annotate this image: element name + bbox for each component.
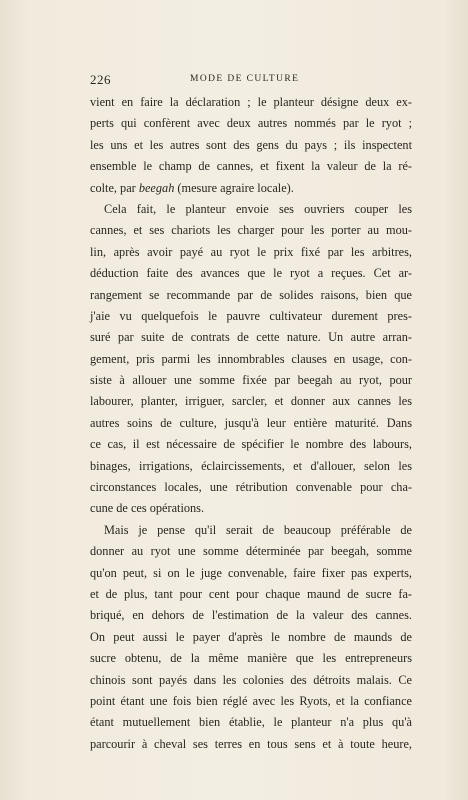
text-line: sucre obtenu, de la même manière que les entrepreneurs	[90, 651, 412, 666]
text-line: siste à allouer une somme fixée par beegah au ryot, pour	[90, 373, 412, 388]
text-line: suré par suite de contrats de cette nature. Un autre arran-	[90, 330, 412, 345]
text-line: gement, pris parmi les innombrables clauses en usage, con-	[90, 351, 412, 366]
text-line: perts qui confèrent avec deux autres nommés par le ryot ;	[90, 116, 412, 131]
text-line: Mais je pense qu'il serait de beaucoup préférable de	[104, 522, 412, 537]
text-line: déduction faite des avances que le ryot a reçues. Cet ar-	[90, 266, 412, 281]
text-line: j'aie vu quelquefois le pauvre cultivateur durement pres-	[90, 308, 412, 323]
text-line: chinois sont payés dans les colonies des détroits malais. Ce	[90, 672, 412, 687]
text-line: cannes, et ses chariots les charger pour les porter au mou-	[90, 223, 412, 238]
text-line: circonstances locales, une rétribution convenable pour cha-	[90, 480, 412, 495]
text-line: et de plus, tant pour cent pour chaque maund de sucre fa-	[90, 586, 412, 601]
page-number: 226	[90, 72, 111, 87]
text-line: point étant une fois bien réglé avec les Ryots, et la confiance	[90, 693, 412, 708]
text-line: On peut aussi le payer d'après le nombre de maunds de	[90, 629, 412, 644]
text-line: donner au ryot une somme déterminée par beegah, somme	[90, 544, 412, 559]
text-line: parcourir à cheval ses terres en tous sens et à toute heure,	[90, 736, 412, 751]
running-head: MODE DE CULTURE	[190, 74, 300, 84]
text-line: briqué, en dehors de l'estimation de la valeur des cannes.	[90, 608, 412, 623]
text-line: binages, irrigations, éclaircissements, et d'allouer, selon les	[90, 458, 412, 473]
text-line: étant mutuellement bien établie, le planteur n'a plus qu'à	[90, 715, 412, 730]
text-line: labourer, planter, irriguer, sarcler, et donner aux cannes les	[90, 394, 412, 409]
text-line: Cela fait, le planteur envoie ses ouvriers couper les	[104, 201, 412, 216]
body-text	[90, 92, 412, 755]
text-line: ce cas, il est nécessaire de spécifier le nombre des labours,	[90, 437, 412, 452]
text-line: vient en faire la déclaration ; le planteur désigne deux ex-	[90, 95, 412, 109]
text-line: les uns et les autres sont des gens du pays ; ils inspectent	[90, 137, 412, 152]
text-line: lin, après avoir payé au ryot le prix fixé par les arbitres,	[90, 244, 412, 259]
page-header	[90, 72, 410, 88]
text-line: qu'on peut, si on le juge convenable, faire fixer pas experts,	[90, 565, 412, 580]
text-line: cune de ces opérations.	[90, 501, 205, 516]
italic-term: beegah	[138, 180, 175, 195]
text-line: colte, par beegah (mesure agraire locale).	[90, 180, 294, 195]
text-line: ensemble le champ de cannes, et fixent la valeur de la ré-	[90, 159, 412, 174]
text-line: autres soins de culture, jusqu'à leur entière maturité. Dans	[90, 415, 412, 430]
text-line: rangement se recommande par de solides raisons, bien que	[90, 287, 412, 302]
